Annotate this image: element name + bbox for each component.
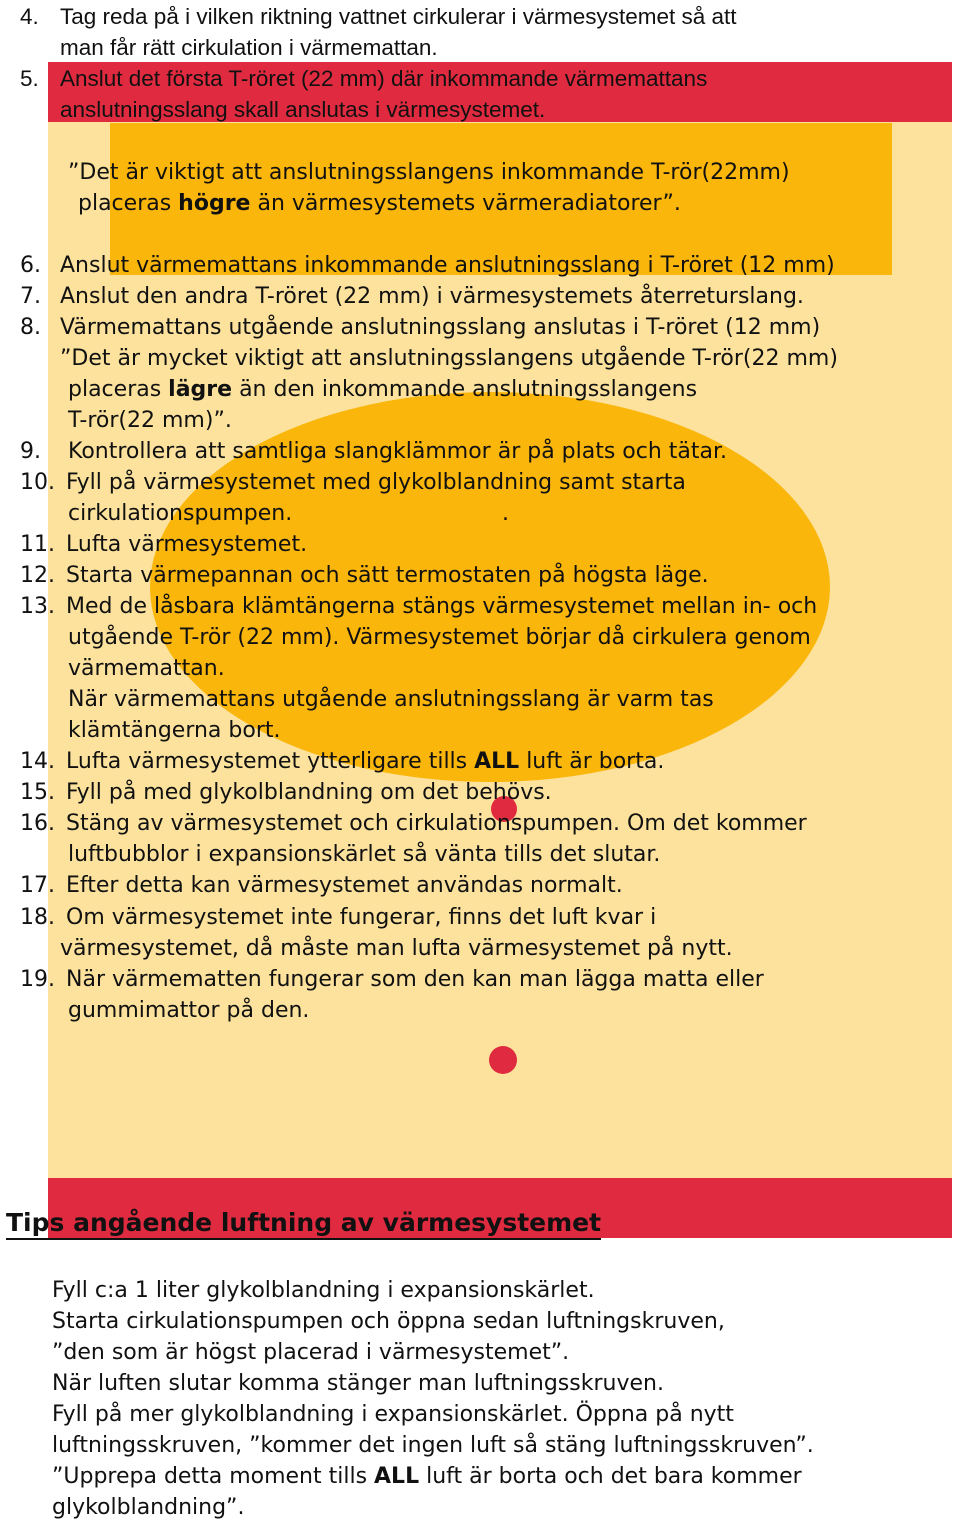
- emphasis: högre: [178, 191, 251, 216]
- red-dot: [489, 1046, 517, 1074]
- section-heading: Tips angående luftning av värmesystemet: [6, 1208, 601, 1240]
- tips-line: glykolblandning”.: [52, 1495, 245, 1520]
- tips-line: Fyll på mer glykolblandning i expansionskärlet. Öppna på nytt: [52, 1402, 734, 1427]
- emphasis: ALL: [374, 1464, 420, 1489]
- tips-line: När luften slutar komma stänger man luftningsskruven.: [52, 1371, 664, 1396]
- tips-line: ”den som är högst placerad i värmesystemet”.: [52, 1340, 570, 1365]
- tips-line: ”Upprepa detta moment tills ALL luft är borta och det bara kommer: [52, 1464, 802, 1489]
- emphasis: lägre: [168, 377, 233, 402]
- tips-line: Fyll c:a 1 liter glykolblandning i expansionskärlet.: [52, 1278, 595, 1303]
- tips-line: luftningsskruven, ”kommer det ingen luft så stäng luftningsskruven”.: [52, 1433, 814, 1458]
- tips-line: Starta cirkulationspumpen och öppna sedan luftningskruven,: [52, 1309, 725, 1334]
- emphasis: ALL: [474, 749, 520, 774]
